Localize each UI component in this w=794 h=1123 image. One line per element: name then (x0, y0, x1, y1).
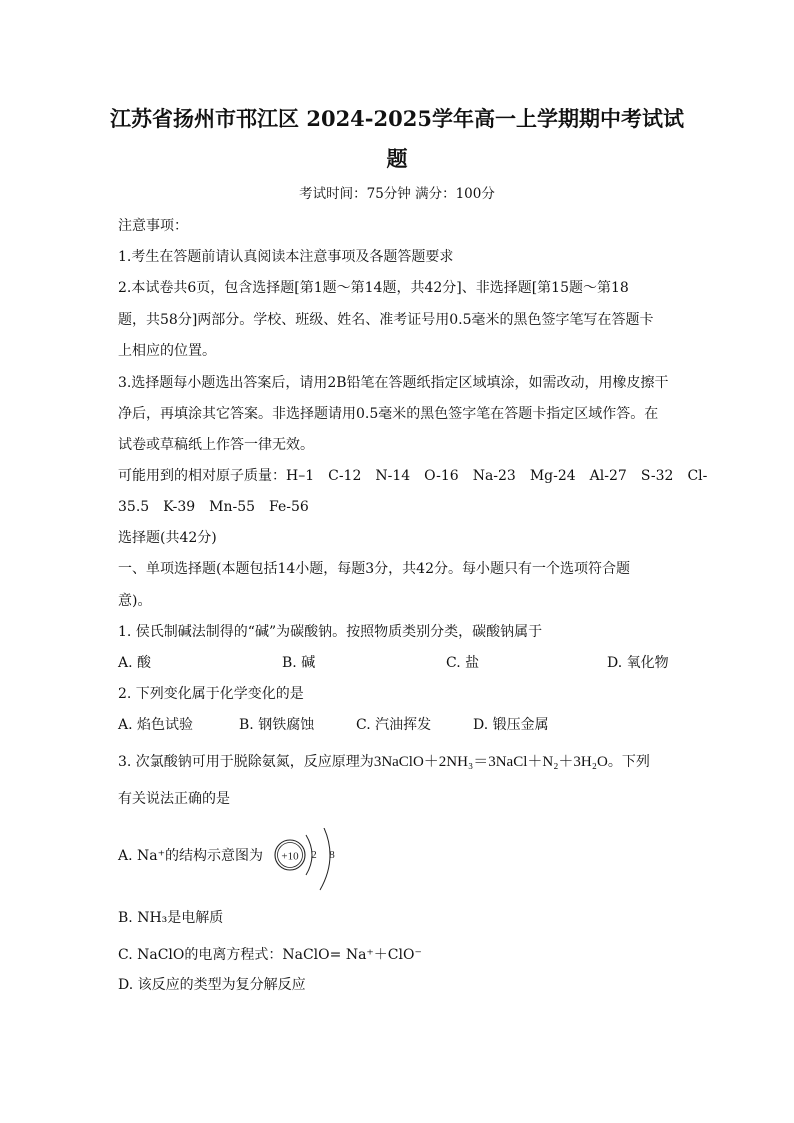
shell-1-electron-count: 2 (311, 849, 317, 861)
q3-stem-line2: 有关说法正确的是 (118, 791, 230, 807)
q3-stem-suffix: 。下列 (607, 754, 650, 770)
q2-option-a: A. 焰色试验 (118, 717, 194, 733)
note-2-line3: 上相应的位置。 (118, 343, 216, 359)
notes-heading: 注意事项： (118, 218, 188, 234)
note-3-line3: 试卷或草稿纸上作答一律无效。 (118, 437, 314, 453)
q1-option-b: B. 碱 (282, 655, 316, 671)
q1-option-d: D. 氧化物 (607, 655, 669, 671)
q3-option-d: D. 该反应的类型为复分解反应 (118, 977, 306, 993)
atomic-mass-line2: 35.5 K-39 Mn-55 Fe-56 (118, 499, 309, 515)
exam-info: 考试时间：75分钟 满分：100分 (299, 186, 495, 202)
exam-title-line2: 题 (386, 146, 408, 171)
nucleus-charge: +10 (281, 850, 299, 863)
exam-title-line1: 江苏省扬州市邗江区 2024-2025学年高一上学期期中考试试 (110, 106, 684, 131)
q3-stem-line1 (118, 752, 650, 772)
q2-option-b: B. 钢铁腐蚀 (239, 717, 315, 733)
shell-2-electron-count: 8 (329, 849, 335, 861)
q3-option-a: A. Na⁺的结构示意图为 (118, 848, 263, 864)
part1-instructions-line2: 意)。 (118, 593, 152, 609)
section-label: 选择题(共42分) (118, 530, 217, 546)
note-1: 1.考生在答题前请认真阅读本注意事项及各题答题要求 (118, 249, 454, 265)
part1-instructions-line1: 一、单项选择题(本题包括14小题，每题3分，共42分。每小题只有一个选项符合题 (118, 561, 630, 577)
note-2-line2: 题，共58分]两部分。学校、班级、姓名、准考证号用0.5毫米的黑色签字笔写在答题卡 (118, 312, 654, 328)
q3-option-c: C. NaClO的电离方程式：NaClO= Na⁺＋ClO⁻ (118, 947, 422, 963)
q1-option-a: A. 酸 (118, 655, 152, 671)
q3-option-b: B. NH₃是电解质 (118, 910, 224, 926)
q3-equation: 3NaClO＋2NH₃＝3NaCl＋N₂＋3H₂O (373, 754, 608, 770)
q2-stem: 2. 下列变化属于化学变化的是 (118, 686, 304, 702)
q1-stem: 1. 侯氏制碱法制得的“碱”为碳酸钠。按照物质类别分类，碳酸钠属于 (118, 624, 543, 640)
q2-option-c: C. 汽油挥发 (356, 717, 432, 733)
q1-option-c: C. 盐 (446, 655, 480, 671)
note-3-line2: 净后，再填涂其它答案。非选择题请用0.5毫米的黑色签字笔在答题卡指定区域作答。在 (118, 406, 659, 422)
note-2-line1: 2.本试卷共6页，包含选择题[第1题～第14题，共42分]、非选择题[第15题～第18 (118, 280, 629, 296)
note-3-line1: 3.选择题每小题选出答案后，请用2B铅笔在答题纸指定区域填涂，如需改动，用橡皮擦干 (118, 375, 669, 391)
q2-option-d: D. 锻压金属 (473, 717, 549, 733)
q3-stem-prefix: 3. 次氯酸钠可用于脱除氨氮，反应原理为 (118, 754, 374, 770)
sodium-ion-structure-diagram (270, 828, 350, 894)
atomic-mass-line1: 可能用到的相对原子质量：H–1 C-12 N-14 O-16 Na-23 Mg-24 Al-27 S-32 Cl- (118, 468, 708, 484)
